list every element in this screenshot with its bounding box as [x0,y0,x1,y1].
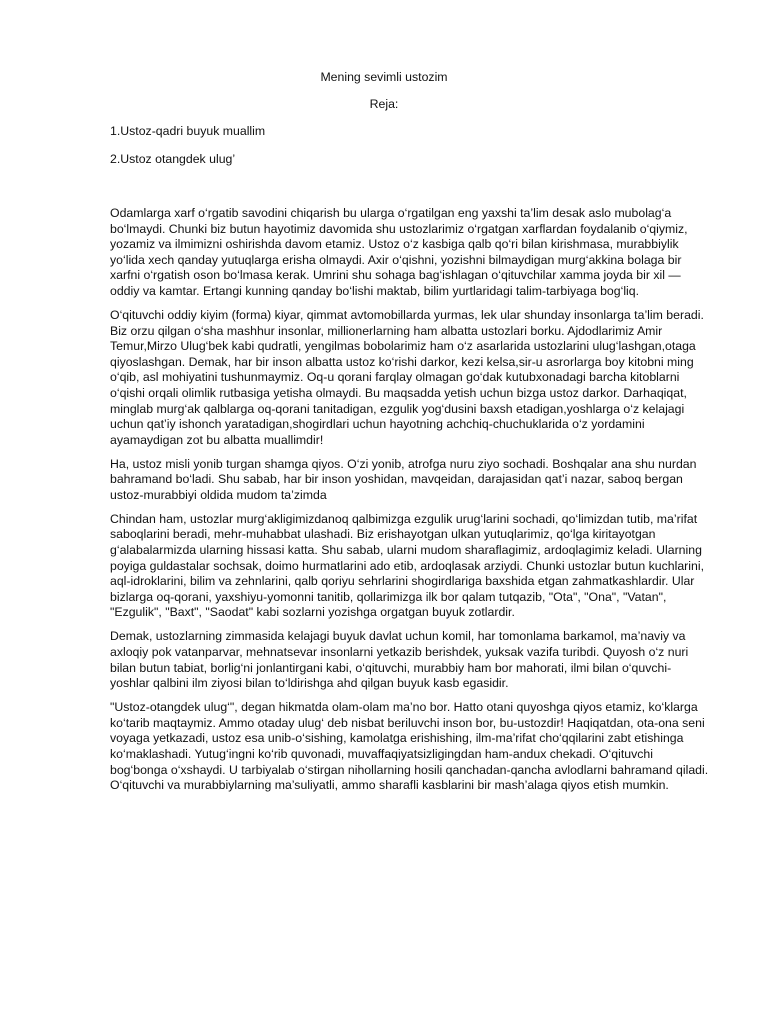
paragraph-3: Ha, ustoz misli yonib turgan shamga qiyos. O‘zi yonib, atrofga nuru ziyo sochadi. Boshqalar ana shu nurdan bahramand bo‘ladi. Shu sabab, har bir inson yoshidan, mavqeidan, darajasidan qat’i nazar, saboq bergan ustoz-murabbiyi oldida mudom ta’zimda [110,456,697,502]
essay-body [110,206,710,802]
paragraph-6: "Ustoz-otangdek ulug‘", degan hikmatda olam-olam ma’no bor. Hatto otani quyoshga qiyos etamiz, ko‘klarga ko‘tarib maqtaymiz. Ammo otaday ulug‘ deb nisbat beriluvchi inson bor, bu-ustozdir! Haqiqatdan, ota-ona seni voyaga yetkazadi, ustoz esa unib-o‘sishing, kamolatga erishishing, ilm-ma’rifat cho‘qqilarini zabt etishinga ko‘maklashadi. Yutug‘ingni ko‘rib quvonadi, muvaffaqiyatsizligingdan ham-andux chekadi. O‘qituvchi bog‘bonga o‘xshaydi. U tarbiyalab o‘stirgan nihollarning hosili qanchadan-qancha avlodlarni bahramand qiladi. O‘qituvchi va murabbiylarning ma’suliyatli, ammo sharafli kasblarini bir mash’alaga qiyos etish mumkin. [110,700,709,793]
plan-item-2: 2.Ustoz otangdek ulug’ [110,152,236,166]
document-title: Mening sevimli ustozim [320,70,448,84]
paragraph-1: Odamlarga xarf o‘rgatib savodini chiqarish bu ularga o‘rgatilgan eng yaxshi ta’lim desak aslo mubolag‘a bo‘lmaydi. Chunki biz butun hayotimiz davomida shu ustozlarimiz o‘rgatgan xarflardan foydalanib o‘qiymiz, yozamiz va ilmimizni oshirishda davom etamiz. Ustoz o‘z kasbiga qalb qo‘ri bilan kirishmasa, murabbiylik yo‘lida xech qanday yutuqlarga erisha olmaydi. Axir o‘qishni, yozishni bilmaydigan murg‘akkina bolaga bir xarfni o‘rgatish oson bo‘lmasa kerak. Umrini shu sohaga bag‘ishlagan o‘qituvchilar xamma joyda bir xil — oddiy va kamtar. Ertangi kunning qanday bo‘lishi maktab, bilim yurtlaridagi talim-tarbiyaga bog‘liq. [110,206,688,298]
plan-heading: Reja: [369,97,399,111]
paragraph-4: Chindan ham, ustozlar murg‘akligimizdanoq qalbimizga ezgulik urug‘larini sochadi, qo‘limizdan tutib, ma’rifat saboqlarini beradi, mehr-muhabbat ulashadi. Biz erishayotgan ulkan yutuqlarimiz, qo‘lga kiritayotgan g‘alabalarmizda ularning hissasi katta. Shu sabab, ularni mudom sharaflagimiz, ardoqlagimiz keladi. Ularning poyiga guldastalar sochsak, doimo hurmatlarini ado etib, ardoqlasak arziydi. Chunki ustozlar butun kuchlarini, aql-idroklarini, bilim va zehnlarini, qalb qoriyu sehrlarini shogirdlariga baxshida etgan zahmatkashlardir. Ular bizlarga oq-qorani, yaxshiyu-yomonni tanitib, qollarimizga ilk bor qalam tutqazib, "Ota", "Ona", "Vatan", "Ezgulik", "Baxt", "Saodat" kabi sozlarni yozishga orgatgan buyuk zotlardir. [110,511,704,620]
paragraph-5: Demak, ustozlarning zimmasida kelajagi buyuk davlat uchun komil, har tomonlama barkamol, ma’naviy va axloqiy pok vatanparvar, mehnatsevar insonlarni yetkazib berishdek, yuksak vazifa turibdi. Quyosh o‘z nuri bilan butun tabiat, borlig‘ni jonlantirgani kabi, o‘qituvchi, murabbiy ham bor mahorati, ilmi bilan o‘quvchi-yoshlar qalbini ilm ziyosi bilan to‘ldirishga ahd qilgan buyuk kasb egasidir. [110,629,689,691]
paragraph-2: O‘qituvchi oddiy kiyim (forma) kiyar, qimmat avtomobillarda yurmas, lek ular shunday insonlarga ta’lim beradi. Biz orzu qilgan o‘sha mashhur insonlar, millionerlarning ham albatta ustozlari borku. Ajdodlarimiz Amir Temur,Mirzo Ulug‘bek kabi qudratli, yengilmas bobolarimiz ham o‘z asarlarida ustozlarini ulug‘lashgan,otaga qiyoslashgan. Demak, har bir inson albatta ustoz ko‘rishi darkor, kezi kelsa,sir-u asrorlarga boy kitobni ming o‘qib, asl mohiyatini tushunmaymiz. Oq-u qorani farqlay olmagan go‘dak kutubxonadagi barcha kitoblarni o‘qishi orqali olimlik rutbasiga yetisha olmaydi. Bu maqsadda yetish uchun bizga ustoz darkor. Darhaqiqat, minglab murg‘ak qalblarga oq-qorani tanitadigan, ezgulik yog‘dusini baxsh etadigan,yoshlarga o‘z kelajagi uchun qat’iy ishonch yaratadigan,shogirdlari uchun hayotning achchiq-chuchuklarida o‘z yordamini ayamaydigan zot bu albatta muallimdir! [110,307,704,447]
plan-item-1: 1.Ustoz-qadri buyuk muallim [110,124,266,138]
